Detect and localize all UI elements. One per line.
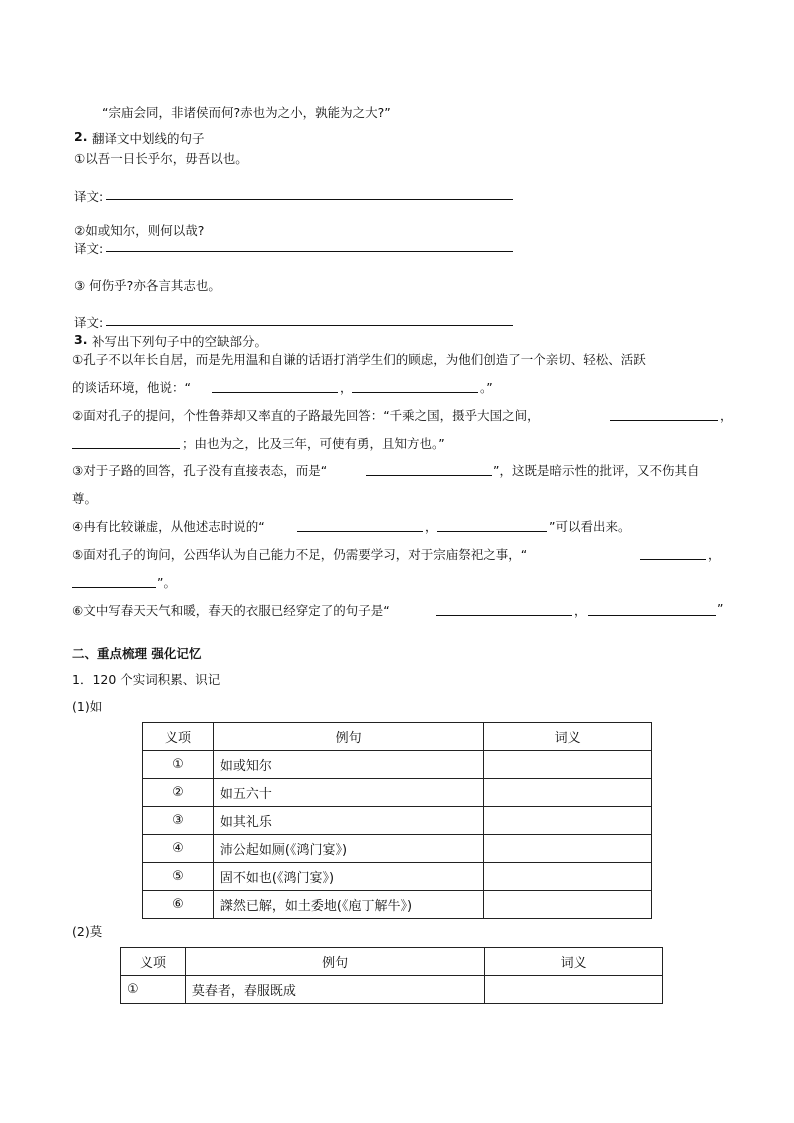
row-example: 如其礼乐 <box>213 807 483 835</box>
header-liju: 例句 <box>185 948 484 976</box>
q2-answer-label-2: 译文: <box>74 241 104 256</box>
table-row <box>121 976 663 1004</box>
q3-item-3-suffix: ”，这既是暗示性的批评，又不伤其自 <box>493 463 700 478</box>
q2-answer-line-1[interactable] <box>106 199 513 200</box>
q3-item-3-prefix: ③对于子路的回答，孔子没有直接表态，而是“ <box>72 463 328 478</box>
q3-item-2-prefix: ②面对孔子的提问，个性鲁莽却又率直的子路最先回答：“千乘之国，摄乎大国之间， <box>72 408 540 423</box>
table-header-row <box>121 948 663 976</box>
header-yixiang: 义项 <box>143 723 214 751</box>
q2-answer-label-1: 译文: <box>74 189 104 204</box>
q3-item-2-blank-1[interactable] <box>610 420 718 421</box>
q3-item-2-suffix: ；由也为之，比及三年，可使有勇，且知方也。” <box>182 436 445 451</box>
row-number: ① <box>143 751 214 779</box>
q3-title: 补写出下列句子中的空缺部分。 <box>92 334 268 349</box>
q3-item-4-prefix: ④冉有比较谦虚，从他述志时说的“ <box>72 519 265 534</box>
row-number: ③ <box>143 807 214 835</box>
row-example: 謋然已解，如土委地(《庖丁解牛》) <box>213 891 483 919</box>
q2-title: 翻译文中划线的句子 <box>92 131 205 146</box>
q2-number: 2. <box>74 129 88 144</box>
q3-item-4-blank-2[interactable] <box>437 531 547 532</box>
ru-label: (1)如 <box>72 699 103 714</box>
q3-item-5-blank-1[interactable] <box>640 559 706 560</box>
table-row <box>143 863 652 891</box>
q3-item-5-blank-2[interactable] <box>72 587 156 588</box>
q3-item-1-blank-2[interactable] <box>352 392 478 393</box>
quote-text: “宗庙会同，非诸侯而何?赤也为之小，孰能为之大?” <box>102 105 391 120</box>
ru-table <box>142 722 652 919</box>
q3-item-6-suffix: ” <box>717 601 724 616</box>
q2-answer-line-3[interactable] <box>106 325 513 326</box>
header-ciyi: 词义 <box>484 723 652 751</box>
row-meaning-cell[interactable] <box>484 751 652 779</box>
row-meaning-cell[interactable] <box>484 835 652 863</box>
q2-answer-label-3: 译文: <box>74 315 104 330</box>
row-example: 莫春者，春服既成 <box>185 976 484 1004</box>
header-liju: 例句 <box>213 723 483 751</box>
q3-item-5-suffix: ”。 <box>157 575 176 590</box>
q3-item-6-blank-2[interactable] <box>588 615 716 616</box>
row-meaning-cell[interactable] <box>484 863 652 891</box>
q3-item-4-blank-1[interactable] <box>297 531 423 532</box>
q2-sentence-2: ②如或知尔，则何以哉? <box>74 223 205 238</box>
row-example: 如或知尔 <box>213 751 483 779</box>
row-meaning-cell[interactable] <box>484 807 652 835</box>
row-number: ⑤ <box>143 863 214 891</box>
q3-item-5-prefix: ⑤面对孔子的询问，公西华认为自己能力不足，仍需要学习，对于宗庙祭祀之事，“ <box>72 547 528 562</box>
table-row <box>143 807 652 835</box>
row-number: ② <box>143 779 214 807</box>
q3-item-4-comma: ， <box>425 519 438 534</box>
row-example: 如五六十 <box>213 779 483 807</box>
header-yixiang: 义项 <box>121 948 186 976</box>
table-header-row <box>143 723 652 751</box>
mo-table <box>120 947 663 1004</box>
table-row <box>143 891 652 919</box>
q3-item-3-wrap: 尊。 <box>72 491 98 506</box>
section-2-subtitle: 1．120 个实词积累、识记 <box>72 672 221 687</box>
q3-item-2-blank-2[interactable] <box>72 448 180 449</box>
q3-item-1-comma: ， <box>340 380 353 395</box>
row-meaning-cell[interactable] <box>485 976 663 1004</box>
row-number: ④ <box>143 835 214 863</box>
q2-answer-line-2[interactable] <box>106 251 513 252</box>
q2-sentence-3: ③ 何伤乎?亦各言其志也。 <box>74 278 221 293</box>
row-meaning-cell[interactable] <box>484 779 652 807</box>
row-example: 固不如也(《鸿门宴》) <box>213 863 483 891</box>
table-row <box>143 751 652 779</box>
q3-item-6-comma: ， <box>574 603 587 618</box>
q3-item-4-suffix: ”可以看出来。 <box>549 519 631 534</box>
q3-item-5-comma: ， <box>708 547 721 562</box>
q3-number: 3. <box>74 332 88 347</box>
q3-item-1-line-a: ①孔子不以年长自居，而是先用温和自谦的话语打消学生们的顾虑，为他们创造了一个亲切、轻松、活跃 <box>72 352 646 367</box>
q3-item-1-prefix: 的谈话环境，他说：“ <box>72 380 191 395</box>
table-row <box>143 835 652 863</box>
row-example: 沛公起如厕(《鸿门宴》) <box>213 835 483 863</box>
q2-sentence-1: ①以吾一日长乎尔，毋吾以也。 <box>74 151 248 166</box>
q3-item-1-blank-1[interactable] <box>212 392 338 393</box>
q3-item-6-prefix: ⑥文中写春天天气和暖，春天的衣服已经穿定了的句子是“ <box>72 603 390 618</box>
row-number: ① <box>121 976 186 1004</box>
row-number: ⑥ <box>143 891 214 919</box>
table-row <box>143 779 652 807</box>
q3-item-1-end: 。” <box>480 380 493 395</box>
q3-item-6-blank-1[interactable] <box>436 615 572 616</box>
row-meaning-cell[interactable] <box>484 891 652 919</box>
header-ciyi: 词义 <box>485 948 663 976</box>
mo-label: (2)莫 <box>72 924 103 939</box>
section-2-title: 二、重点梳理 强化记忆 <box>72 646 202 661</box>
q3-item-3-blank[interactable] <box>366 475 492 476</box>
q3-item-2-comma: ， <box>720 408 733 423</box>
